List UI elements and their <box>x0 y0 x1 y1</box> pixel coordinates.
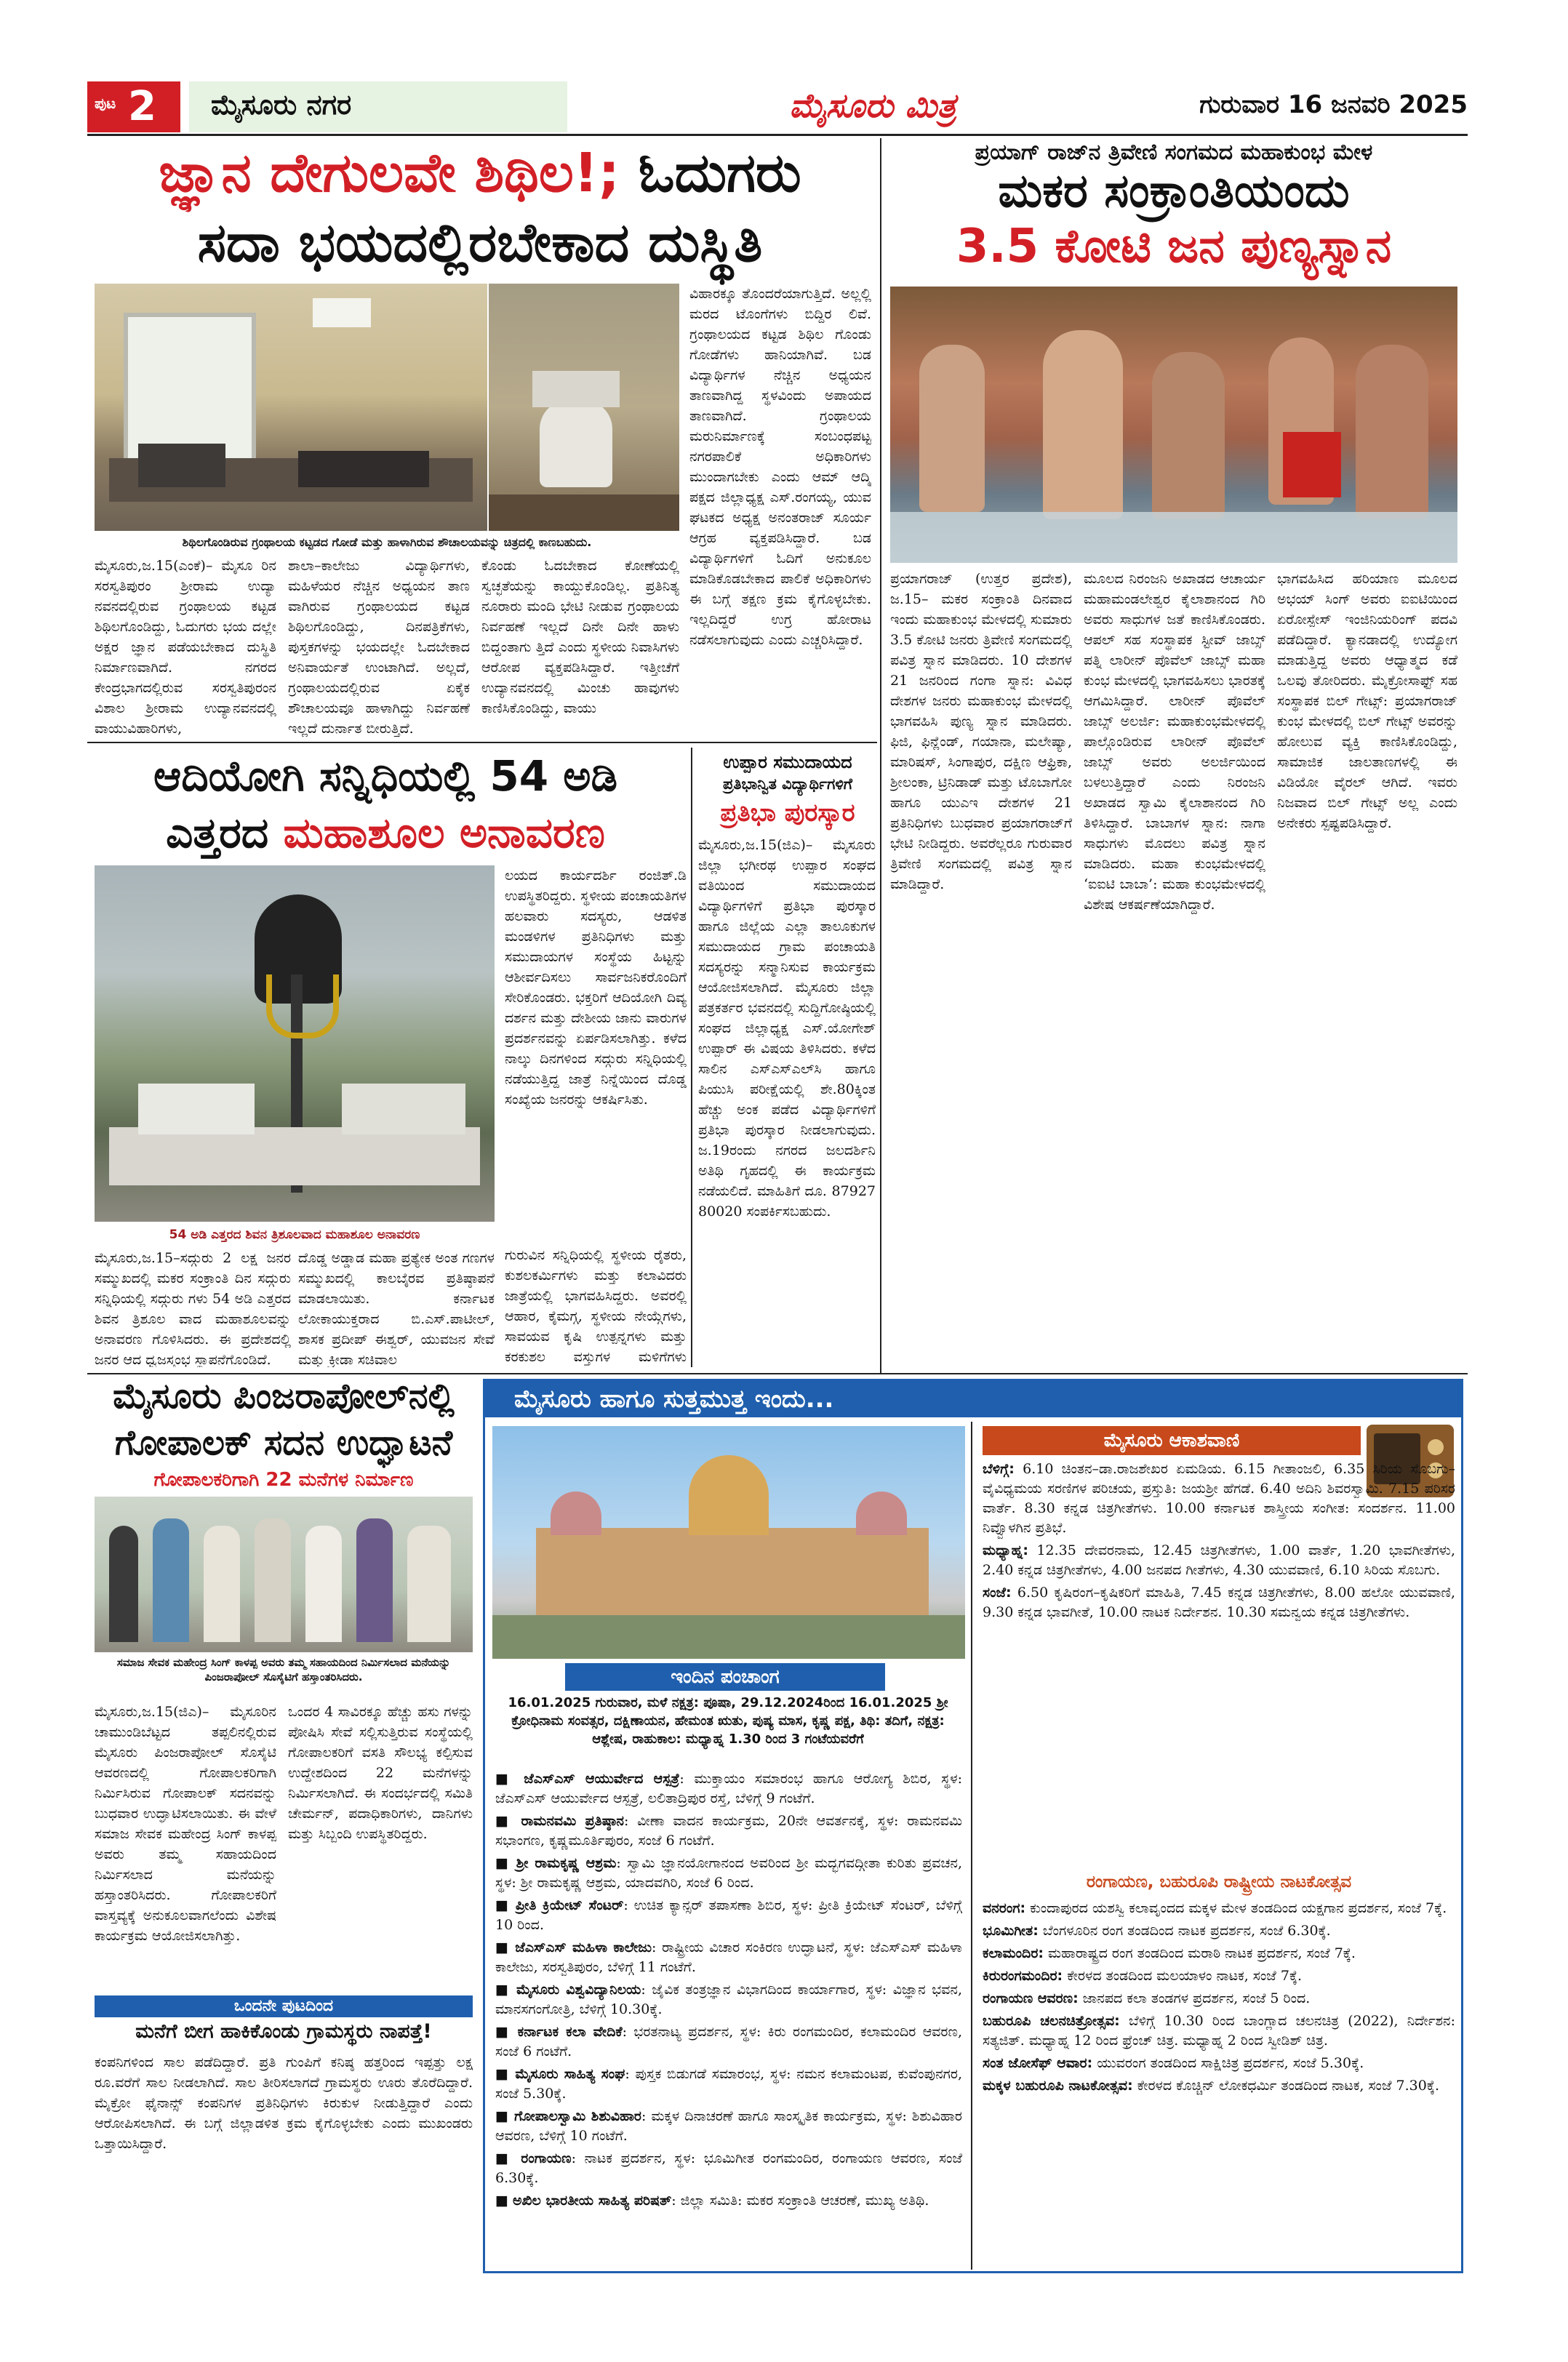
rangayana-heading: ರಂಗಾಯಣ, ಬಹುರೂಪಿ ರಾಷ್ಟ್ರೀಯ ನಾಟಕೋತ್ಸವ <box>1086 1873 1352 1891</box>
story3-col-left1: ಮೈಸೂರು,ಜ.15–ಸದ್ಗುರು 2 ಲಕ್ಷ ಜನರ ಸಮ್ಮುಖದಲ್ಲಿ ಮಕರ ಸಂಕ್ರಾಂತಿ ದಿನ ಸದ್ಗುರು ಸನ್ನಿಧಿಯಲ್ಲಿ ಸದ್ಗುರು ಗಳು 54 ಅಡಿ ಎತ್ತರದ ಶಿವನ ತ್ರಿಶೂಲ ವಾದ ಮಹಾಶೂಲವನ್ನು ಅನಾವರಣ ಗೊಳಿಸಿದರು. ಈ ಪ್ರದೇಶದಲ್ಲಿ ಜನರ ಆದ ಧ್ವಜಸ್ತಂಭ ಸ್ಥಾಪನೆಗೊಂಡಿದೆ. <box>95 1250 291 1367</box>
story4-headline: ಪ್ರತಿಭಾ ಪುರಸ್ಕಾರ <box>720 798 855 828</box>
event-item: ■ ಜೆಎಸ್ಎಸ್ ಮಹಿಳಾ ಕಾಲೇಜು: ರಾಷ್ಟ್ರೀಯ ವಿಚಾರ ಸಂಕಿರಣ ಉದ್ಘಾಟನೆ, ಸ್ಥಳ: ಜೆಎಸ್ಎಸ್ ಮಹಿಳಾ ಕಾಲೇಜು, ಸರಸ್ವತಿಪುರಂ, ಬೆಳಿಗ್ಗೆ 11 ಗಂಟೆಗೆ. <box>495 1939 962 1975</box>
event-text: ನಾಟಕ ಪ್ರದರ್ಶನ, ಸ್ಥಳ: ಭೂಮಿಗೀತ ರಂಗಮಂದಿರ, ರಂಗಾಯಣ ಆವರಣ, ಸಂಜೆ 6.30ಕ್ಕೆ. <box>495 2150 962 2186</box>
story4-kicker2: ಪ್ರತಿಭಾನ್ವಿತ ವಿದ್ಯಾರ್ಥಿಗಳಿಗೆ <box>722 775 853 793</box>
page-header <box>87 81 1468 134</box>
story1-headline-black: ಓದುಗರು <box>638 142 801 204</box>
event-item: ■ ಶ್ರೀ ರಾಮಕೃಷ್ಣ ಆಶ್ರಮ: ಸ್ವಾಮಿ ಜ್ಞಾನಯೋಗಾನಂದ ಅವರಿಂದ ಶ್ರೀ ಮದ್ಭಗವದ್ಗೀತಾ ಕುರಿತು ಪ್ರವಚನ, ಸ್ಥಳ: ಶ್ರೀ ರಾಮಕೃಷ್ಣ ಆಶ್ರಮ, ಯಾದವಗಿರಿ, ಸಂಜೆ 6 ರಿಂದ. <box>495 1855 962 1891</box>
event-item: ■ ಮೈಸೂರು ಸಾಹಿತ್ಯ ಸಂಘ: ಪುಸ್ತಕ ಬಿಡುಗಡೆ ಸಮಾರಂಭ, ಸ್ಥಳ: ನಮನ ಕಲಾಮಂಟಪ, ಕುವೆಂಪುನಗರ, ಸಂಜೆ 5.30ಕ್ಕೆ. <box>495 2066 962 2102</box>
event-title: ರಾಮನವಮಿ ಪ್ರತಿಷ್ಠಾನ <box>521 1813 624 1829</box>
events-photo-palace <box>492 1426 965 1659</box>
events-heading: ಮೈಸೂರು ಹಾಗೂ ಸುತ್ತಮುತ್ತ ಇಂದು... <box>485 1381 1461 1417</box>
rangayana-item <box>983 2011 1455 2051</box>
story5-col2: ಒಂದರ 4 ಸಾವಿರಕ್ಕೂ ಹೆಚ್ಚು ಹಸು ಗಳನ್ನು ಪೋಷಿಸಿ ಸೇವೆ ಸಲ್ಲಿಸುತ್ತಿರುವ ಸಂಸ್ಥೆಯಲ್ಲಿ ಗೋಪಾಲಕರಿಗೆ ವಸತಿ ಸೌಲಭ್ಯ ಕಲ್ಪಿಸುವ ಉದ್ದೇಶದಿಂದ 22 ಮನೆಗಳನ್ನು ನಿರ್ಮಿಸಲಾಗಿದೆ. ಈ ಸಂದರ್ಭದಲ್ಲಿ ಸಮಿತಿ ಚೇರ್ಮನ್, ಪದಾಧಿಕಾರಿಗಳು, ದಾನಿಗಳು ಮತ್ತು ಸಿಬ್ಬಂದಿ ಉಪಸ್ಥಿತರಿದ್ದರು. <box>288 1704 473 1842</box>
radio-item-text: 12.35 ದೇವರನಾಮ, 12.45 ಚಿತ್ರಗೀತೆಗಳು, 1.00 ವಾರ್ತೆ, 1.20 ಭಾವಗೀತೆಗಳು, 2.40 ಕನ್ನಡ ಚಿತ್ರಗೀತೆಗಳು, 4.00 ಜನಪದ ಗೀತೆಗಳು, 4.30 ಯುವವಾಣಿ, 6.10 ಸಿರಿಯ ಸೊಬಗು. <box>983 1542 1455 1578</box>
event-item: ■ ಜೆಎಸ್ಎಸ್ ಆಯುರ್ವೇದ ಆಸ್ಪತ್ರೆ: ಮುಕ್ತಾಯಂ ಸಮಾರಂಭ ಹಾಗೂ ಆರೋಗ್ಯ ಶಿಬಿರ, ಸ್ಥಳ: ಜೆಎಸ್ಎಸ್ ಆಯುರ್ವೇದ ಆಸ್ಪತ್ರೆ, ಲಲಿತಾದ್ರಿಪುರ ರಸ್ತೆ, ಬೆಳಿಗ್ಗೆ 9 ಗಂಟೆಗೆ. <box>495 1771 962 1806</box>
radio-item-title: ಬೆಳಿಗ್ಗೆ: <box>983 1461 1015 1477</box>
story1-photo-toilet <box>489 284 679 531</box>
panchang-text: 16.01.2025 ಗುರುವಾರ, ಮಳೆ ನಕ್ಷತ್ರ: ಪೂಷಾ, 29.12.2024ರಿಂದ 16.01.2025 ಶ್ರೀ ಕ್ರೋಧಿನಾಮ ಸಂವತ್ಸರ, ದಕ್ಷಿಣಾಯನ, ಹೇಮಂತ ಋತು, ಪುಷ್ಯ ಮಾಸ, ಕೃಷ್ಣ ಪಕ್ಷ, ತಿಥಿ: ತದಿಗೆ, ನಕ್ಷತ್ರ: ಆಶ್ಲೇಷ, ರಾಹುಕಾಲ: ಮಧ್ಯಾಹ್ನ 1.30 ರಿಂದ 3 ಗಂಟೆಯವರೆಗೆ <box>508 1695 948 1747</box>
story3-col-right2: ಗುರುವಿನ ಸನ್ನಿಧಿಯಲ್ಲಿ ಸ್ಥಳೀಯ ರೈತರು, ಕುಶಲಕರ್ಮಿಗಳು ಮತ್ತು ಕಲಾವಿದರು ಜಾತ್ರೆಯಲ್ಲಿ ಭಾಗವಹಿಸಿದ್ದರು. ಅವರಲ್ಲಿ ಆಹಾರ, ಕೈಮಗ್ಗ, ಸ್ಥಳೀಯ ನೇಯ್ಗೆಗಳು, ಸಾವಯವ ಕೃಷಿ ಉತ್ಪನ್ನಗಳು ಮತ್ತು ಕರಕುಶಲ ವಸ್ತುಗಳ ಮಳಿಗೆಗಳು <box>505 1247 687 1365</box>
rangayana-item-title: ಕಿರುರಂಗಮಂದಿರ: <box>983 1968 1063 1984</box>
event-text: ಉಚಿತ ಕ್ಯಾನ್ಸರ್ ತಪಾಸಣಾ ಶಿಬಿರ, ಸ್ಥಳ: ಪ್ರೀತಿ ಕ್ರಿಯೇಟ್ ಸೆಂಟರ್, ಬೆಳಿಗ್ಗೆ 10 ರಿಂದ. <box>495 1897 962 1933</box>
section-bar <box>189 81 567 132</box>
story3-caption: 54 ಅಡಿ ಎತ್ತರದ ಶಿವನ ತ್ರಿಶೂಲವಾದ ಮಹಾಶೂಲ ಅನಾವರಣ <box>95 1225 495 1245</box>
radio-item-text: 6.10 ಚಿಂತನ–ಡಾ.ರಾಜಶೇಖರ ಏಮಡಿಯ. 6.15 ಗೀತಾಂಜಲಿ, 6.35 ಸಿರಿಯ ಸೊಬಗು–ವೈವಿಧ್ಯಮಯ ಸರಣಿಗಳ ಪರಿಚಯ, ಪ್ರಸ್ತುತಿ: ಜಯಶ್ರೀ ಹೆಗಡೆ. 6.40 ಅದಿನಿ ಶಿವರಸ್ವಾಮಿ. 7.15 ಪರಿಸರ ವಾರ್ತೆ. 8.30 ಕನ್ನಡ ಚಿತ್ರಗೀತೆಗಳು. 10.00 ಕರ್ನಾಟಕ ಶಾಸ್ತ್ರೀಯ ಸಂಗೀತ: ಸಂದರ್ಶನ. 11.00 ನಿವ್ವೊಳಗಿನ ಪ್ರತಿಭೆ. <box>983 1461 1455 1536</box>
rangayana-list <box>983 1899 1455 2270</box>
events-inner-divider <box>971 1422 972 2270</box>
story4-text: ಮೈಸೂರು,ಜ.15(ಜಿಎ)– ಮೈಸೂರು ಜಿಲ್ಲಾ ಭಗೀರಥ ಉಪ್ಪಾರ ಸಂಘದ ವತಿಯಿಂದ ಸಮುದಾಯದ ವಿದ್ಯಾರ್ಥಿಗಳಿಗೆ ಪ್ರತಿಭಾ ಪುರಸ್ಕಾರ ಹಾಗೂ ಜಿಲ್ಲೆಯ ಎಲ್ಲಾ ತಾಲೂಕುಗಳ ಸಮುದಾಯದ ಗ್ರಾಮ ಪಂಚಾಯತಿ ಸದಸ್ಯರನ್ನು ಸನ್ಮಾನಿಸುವ ಕಾರ್ಯಕ್ರಮ ಆಯೋಜಿಸಲಾಗಿದೆ. ಮೈಸೂರು ಜಿಲ್ಲಾ ಪತ್ರಕರ್ತರ ಭವನದಲ್ಲಿ ಸುದ್ದಿಗೋಷ್ಠಿಯಲ್ಲಿ ಸಂಘದ ಜಿಲ್ಲಾಧ್ಯಕ್ಷ ಎಸ್.ಯೋಗೇಶ್ ಉಪ್ಪಾರ್ ಈ ವಿಷಯ ತಿಳಿಸಿದರು. ಕಳೆದ ಸಾಲಿನ ಎಸ್ಎಸ್ಎಲ್‌ಸಿ ಹಾಗೂ ಪಿಯುಸಿ ಪರೀಕ್ಷೆಯಲ್ಲಿ ಶೇ.80ಕ್ಕಿಂತ ಹೆಚ್ಚು ಅಂಕ ಪಡೆದ ವಿದ್ಯಾರ್ಥಿಗಳಿಗೆ ಪ್ರತಿಭಾ ಪುರಸ್ಕಾರ ನೀಡಲಾಗುವುದು. ಜ.19ರಂದು ನಗರದ ಜಲದರ್ಶಿನಿ ಅತಿಥಿ ಗೃಹದಲ್ಲಿ ಈ ಕಾರ್ಯಕ್ರಮ ನಡೆಯಲಿದೆ. ಮಾಹಿತಿಗೆ ದೂ. 87927 80020 ಸಂಪರ್ಕಿಸಬಹುದು. <box>698 837 876 1220</box>
radio-list <box>983 1460 1455 1867</box>
masthead: ಮೈಸೂರು ಮಿತ್ರ <box>789 86 956 125</box>
rangayana-item <box>983 1944 1455 1963</box>
event-title: ಕರ್ನಾಟಕ ಕಲಾ ವೇದಿಕೆ <box>517 2024 623 2040</box>
event-title: ಮೈಸೂರು ವಿಶ್ವವಿದ್ಯಾನಿಲಯ <box>516 1982 641 1998</box>
page-number: 2 <box>128 83 156 130</box>
story4-left-rule <box>691 748 692 1367</box>
event-text: ಭರತನಾಟ್ಯ ಪ್ರದರ್ಶನ, ಸ್ಥಳ: ಕಿರು ರಂಗಮಂದಿರ, ಕಲಾಮಂದಿರ ಆವರಣ, ಸಂಜೆ 6 ಗಂಟೆಗೆ. <box>495 2024 962 2059</box>
story5-photo-group <box>95 1497 473 1652</box>
story2-kicker: ಪ್ರಯಾಗ್ ರಾಜ್‌ನ ತ್ರಿವೇಣಿ ಸಂಗಮದ ಮಹಾಕುಂಭ ಮೇಳ <box>975 140 1373 165</box>
story1-headline-line2: ಸದಾ ಭಯದಲ್ಲಿರಬೇಕಾದ ದುಸ್ಥಿತಿ <box>197 212 763 274</box>
story1-col1: ಮೈಸೂರು,ಜ.15(ಎಂಕೆ)– ಮೈಸೂ ರಿನ ಸರಸ್ವತಿಪುರಂ ಶ್ರೀರಾಮ ಉದ್ಯಾ ನವನದಲ್ಲಿರುವ ಗ್ರಂಥಾಲಯ ಕಟ್ಟಡ ಶಿಥಿಲಗೊಂಡಿದ್ದು, ಓದುಗರು ಭಯ ದಲ್ಲೇ ಅಕ್ಷರ ಜ್ಞಾನ ಪಡೆಯಬೇಕಾದ ದುಸ್ಥಿತಿ ನಿರ್ಮಾಣವಾಗಿದೆ. ನಗರದ ಕೇಂದ್ರಭಾಗದಲ್ಲಿರುವ ಸರಸ್ವತಿಪುರಂನ ವಿಶಾಲ ಶ್ರೀರಾಮ ಉದ್ಯಾನವನದಲ್ಲಿ ವಾಯುವಿಹಾರಿಗಳು, <box>95 558 276 737</box>
event-item: ■ ಕರ್ನಾಟಕ ಕಲಾ ವೇದಿಕೆ: ಭರತನಾಟ್ಯ ಪ್ರದರ್ಶನ, ಸ್ಥಳ: ಕಿರು ರಂಗಮಂದಿರ, ಕಲಾಮಂದಿರ ಆವರಣ, ಸಂಜೆ 6 ಗಂಟೆಗೆ. <box>495 2024 962 2059</box>
mid-horizontal-rule <box>87 1373 1468 1374</box>
story6-text: ಕಂಪನಿಗಳಿಂದ ಸಾಲ ಪಡೆದಿದ್ದಾರೆ. ಪ್ರತಿ ಗುಂಪಿಗೆ ಕನಿಷ್ಠ ಹತ್ತರಿಂದ ಇಪ್ಪತ್ತು ಲಕ್ಷ ರೂ.ವರೆಗೆ ಸಾಲ ನೀಡಲಾಗಿದೆ. ಸಾಲ ತೀರಿಸಲಾಗದೆ ಗ್ರಾಮಸ್ಥರು ಊರು ತೊರೆದಿದ್ದಾರೆ. ಮೈಕ್ರೋ ಫೈನಾನ್ಸ್ ಕಂಪನಿಗಳ ಪ್ರತಿನಿಧಿಗಳು ಕಿರುಕುಳ ನೀಡುತ್ತಿದ್ದಾರೆ ಎಂದು ಆರೋಪಿಸಲಾಗಿದೆ. ಈ ಬಗ್ಗೆ ಜಿಲ್ಲಾಡಳಿತ ಕ್ರಮ ಕೈಗೊಳ್ಳಬೇಕು ಎಂದು ಮುಖಂಡರು ಒತ್ತಾಯಿಸಿದ್ದಾರೆ. <box>95 2054 473 2152</box>
story3-headline-line1: ಆದಿಯೋಗಿ ಸನ್ನಿಧಿಯಲ್ಲಿ 54 ಅಡಿ <box>153 751 618 801</box>
story1-col2: ಶಾಲಾ–ಕಾಲೇಜು ವಿದ್ಯಾರ್ಥಿಗಳು, ಮಹಿಳೆಯರ ನೆಚ್ಚಿನ ಅಧ್ಯಯನ ತಾಣ ವಾಗಿರುವ ಗ್ರಂಥಾಲಯದ ಕಟ್ಟಡ ಶಿಥಿಲಗೊಂಡಿದ್ದು, ದಿನಪತ್ರಿಕೆಗಳು, ಪುಸ್ತಕಗಳನ್ನು ಭಯದಲ್ಲೇ ಓದಬೇಕಾದ ಅನಿವಾರ್ಯತೆ ಉಂಟಾಗಿದೆ. ಅಲ್ಲದೆ, ಗ್ರಂಥಾಲಯದಲ್ಲಿರುವ ಏಕೈಕ ಶೌಚಾಲಯವೂ ಹಾಳಾಗಿದ್ದು ನಿರ್ವಹಣೆ ಇಲ್ಲದೆ ದುರ್ನಾತ ಬೀರುತ್ತಿದೆ. <box>288 558 470 737</box>
event-title: ಜೆಎಸ್ಎಸ್ ಮಹಿಳಾ ಕಾಲೇಜು <box>515 1939 652 1955</box>
panchang-heading: ಇಂದಿನ ಪಂಚಾಂಗ <box>565 1663 885 1691</box>
header-rule <box>87 134 1468 136</box>
story2-col3: ಭಾಗವಹಿಸಿದ ಹರಿಯಾಣ ಮೂಲದ ಅಭಯ್ ಸಿಂಗ್ ಅವರು ಐಐಟಿಯಿಂದ ಏರೋಸ್ಪೇಸ್ ಇಂಜಿನಿಯರಿಂಗ್ ಪದವಿ ಪಡೆದಿದ್ದಾರೆ. ಕ್ಯಾನಡಾದಲ್ಲಿ ಉದ್ಯೋಗ ಮಾಡುತ್ತಿದ್ದ ಅವರು ಆಧ್ಯಾತ್ಮದ ಕಡೆ ಒಲವು ತೋರಿದರು. ಮೈಕ್ರೋಸಾಫ್ಟ್ ಸಹ ಸಂಸ್ಥಾಪಕ ಬಿಲ್ ಗೇಟ್ಸ್: ಪ್ರಯಾಗರಾಜ್ ಕುಂಭ ಮೇಳದಲ್ಲಿ ಬಿಲ್ ಗೇಟ್ಸ್ ಅವರನ್ನು ಹೋಲುವ ವ್ಯಕ್ತಿ ಕಾಣಿಸಿಕೊಂಡಿದ್ದು, ಸಾಮಾಜಿಕ ಜಾಲತಾಣಗಳಲ್ಲಿ ಈ ವಿಡಿಯೋ ವೈರಲ್ ಆಗಿದೆ. ಇವರು ನಿಜವಾದ ಬಿಲ್ ಗೇಟ್ಸ್ ಅಲ್ಲ ಎಂದು ಅನೇಕರು ಸ್ಪಷ್ಟಪಡಿಸಿದ್ದಾರೆ. <box>1277 571 1457 831</box>
rangayana-item <box>983 2054 1455 2073</box>
event-text: ವೀಣಾ ವಾದನ ಕಾರ್ಯಕ್ರಮ, 20ನೇ ಆವರ್ತನಕ್ಕೆ, ಸ್ಥಳ: ರಾಮನವಮಿ ಸಭಾಂಗಣ, ಕೃಷ್ಣಮೂರ್ತಿಪುರಂ, ಸಂಜೆ 6 ಗಂಟೆಗೆ. <box>495 1813 962 1849</box>
radio-item-title: ಮಧ್ಯಾಹ್ನ: <box>983 1542 1029 1558</box>
story1-col4: ವಿಹಾರಕ್ಕೂ ತೊಂದರೆಯಾಗುತ್ತಿದೆ. ಅಲ್ಲಲ್ಲಿ ಮರದ ಟೊಂಗೆಗಳು ಬಿದ್ದಿರ ಲಿವೆ. ಗ್ರಂಥಾಲಯದ ಕಟ್ಟಡ ಶಿಥಿಲ ಗೊಂಡು ಗೋಡೆಗಳು ಹಾನಿಯಾಗಿವೆ. ಬಡ ವಿದ್ಯಾರ್ಥಿಗಳ ನೆಚ್ಚಿನ ಅಧ್ಯಯನ ತಾಣವಾಗಿದ್ದ ಸ್ಥಳವಿಂದು ಅಪಾಯದ ತಾಣವಾಗಿದೆ. ಗ್ರಂಥಾಲಯ ಮರುನಿರ್ಮಾಣಕ್ಕೆ ಸಂಬಂಧಪಟ್ಟ ನಗರಪಾಲಿಕೆ ಅಧಿಕಾರಿಗಳು ಮುಂದಾಗಬೇಕು ಎಂದು ಆಮ್ ಆದ್ಮಿ ಪಕ್ಷದ ಜಿಲ್ಲಾಧ್ಯಕ್ಷ ಎಸ್.ರಂಗಯ್ಯ, ಯುವ ಘಟಕದ ಅಧ್ಯಕ್ಷ ಅನಂತರಾಜ್ ಸೂರ್ಯ ಆಗ್ರಹ ವ್ಯಕ್ತಪಡಿಸಿದ್ದಾರೆ. ಬಡ ವಿದ್ಯಾರ್ಥಿಗಳಿಗೆ ಓದಿಗೆ ಅನುಕೂಲ ಮಾಡಿಕೊಡಬೇಕಾದ ಪಾಲಿಕೆ ಅಧಿಕಾರಿಗಳು ಈ ಬಗ್ಗೆ ತಕ್ಷಣ ಕ್ರಮ ಕೈಗೊಳ್ಳಬೇಕು. ಇಲ್ಲದಿದ್ದರೆ ಉಗ್ರ ಹೋರಾಟ ನಡೆಸಲಾಗುವುದು ಎಂದು ಎಚ್ಚರಿಸಿದ್ದಾರೆ. <box>689 286 871 648</box>
rangayana-item-text: ಬೆಂಗಳೂರಿನ ರಂಗ ತಂಡದಿಂದ ನಾಟಕ ಪ್ರದರ್ಶನ, ಸಂಜೆ 6.30ಕ್ಕೆ. <box>1042 1923 1331 1939</box>
radio-heading: ಮೈಸೂರು ಆಕಾಶವಾಣಿ <box>983 1426 1361 1455</box>
story3-headline-red: ಮಹಾಶೂಲ ಅನಾವರಣ <box>283 808 605 857</box>
rangayana-item-text: ಬೆಳಿಗ್ಗೆ 10.30 ರಿಂದ ಬಾಂಗ್ಲಾದ ಚಲನಚಿತ್ರ (2022), ನಿರ್ದೇಶನ: ಸತ್ಯಜಿತ್. ಮಧ್ಯಾಹ್ನ 12 ರಿಂದ ಫ್ರೆಂಚ್ ಚಿತ್ರ. ಮಧ್ಯಾಹ್ನ 2 ರಿಂದ ಸ್ವೀಡಿಶ್ ಚಿತ್ರ. <box>983 2013 1455 2049</box>
story2-col2: ಮೂಲದ ನಿರಂಜನಿ ಅಖಾಡದ ಆಚಾರ್ಯ ಮಹಾಮಂಡಲೇಶ್ವರ ಕೈಲಾಶಾನಂದ ಗಿರಿ ಅವರು ಸಾಧುಗಳ ಜತೆ ಕಾಣಿಸಿಕೊಂಡರು. ಆಪಲ್ ಸಹ ಸಂಸ್ಥಾಪಕ ಸ್ಟೀವ್ ಜಾಬ್ಸ್ ಪತ್ನಿ ಲಾರೀನ್ ಪೊವೆಲ್ ಜಾಬ್ಸ್ ಮಹಾ ಕುಂಭ ಮೇಳದಲ್ಲಿ ಭಾಗವಹಿಸಲು ಭಾರತಕ್ಕೆ ಆಗಮಿಸಿದ್ದಾರೆ. ಲಾರೀನ್ ಪೊವೆಲ್ ಜಾಬ್ಸ್ ಅಲರ್ಜಿ: ಮಹಾಕುಂಭಮೇಳದಲ್ಲಿ ಪಾಲ್ಗೊಂಡಿರುವ ಲಾರೀನ್ ಪೊವೆಲ್ ಜಾಬ್ಸ್ ಅವರು ಅಲರ್ಜಿಯಿಂದ ಬಳಲುತ್ತಿದ್ದಾರೆ ಎಂದು ನಿರಂಜನಿ ಅಖಾಡದ ಸ್ವಾಮಿ ಕೈಲಾಶಾನಂದ ಗಿರಿ ತಿಳಿಸಿದ್ದಾರೆ. ಬಾಬಾಗಳ ಸ್ನಾನ: ನಾಗಾ ಸಾಧುಗಳು ಮೊದಲು ಪವಿತ್ರ ಸ್ನಾನ ಮಾಡಿದರು. ಮಹಾ ಕುಂಭಮೇಳದಲ್ಲಿ ‘ಐಐಟಿ ಬಾಬಾ’: ಮಹಾ ಕುಂಭಮೇಳದಲ್ಲಿ ವಿಶೇಷ ಆಕರ್ಷಣೆಯಾಗಿದ್ದಾರೆ. <box>1084 571 1265 913</box>
event-title: ಶ್ರೀ ರಾಮಕೃಷ್ಣ ಆಶ್ರಮ <box>516 1855 617 1871</box>
event-item: ■ ಗೋಪಾಲಸ್ವಾಮಿ ಶಿಶುವಿಹಾರ: ಮಕ್ಕಳ ದಿನಾಚರಣೆ ಹಾಗೂ ಸಾಂಸ್ಕೃತಿಕ ಕಾರ್ಯಕ್ರಮ, ಸ್ಥಳ: ಶಿಶುವಿಹಾರ ಆವರಣ, ಬೆಳಿಗ್ಗೆ 10 ಗಂಟೆಗೆ. <box>495 2108 962 2144</box>
rangayana-item-text: ಕೇರಳದ ತಂಡದಿಂದ ಮಲಯಾಳಂ ನಾಟಕ, ಸಂಜೆ 7ಕ್ಕೆ. <box>1067 1968 1303 1984</box>
events-list <box>495 1769 962 2271</box>
story1-caption: ಶಿಥಿಲಗೊಂಡಿರುವ ಗ್ರಂಥಾಲಯ ಕಟ್ಟಡದ ಗೋಡೆ ಮತ್ತು ಹಾಳಾಗಿರುವ ಶೌಚಾಲಯವನ್ನು ಚಿತ್ರದಲ್ಲಿ ಕಾಣಬಹುದು. <box>182 535 592 549</box>
story1-photo-room <box>95 284 487 531</box>
story3-headline-black: ಎತ್ತರದ <box>166 808 269 857</box>
radio-item <box>983 1541 1455 1580</box>
rangayana-item-title: ಮಕ್ಕಳ ಬಹುರೂಪಿ ನಾಟಕೋತ್ಸವ: <box>983 2078 1133 2094</box>
story4-kicker1: ಉಪ್ಪಾರ ಸಮುದಾಯದ <box>723 752 852 772</box>
rangayana-item <box>983 1966 1455 1986</box>
event-item: ■ ಮೈಸೂರು ವಿಶ್ವವಿದ್ಯಾನಿಲಯ: ಜೈವಿಕ ತಂತ್ರಜ್ಞಾನ ವಿಭಾಗದಿಂದ ಕಾರ್ಯಾಗಾರ, ಸ್ಥಳ: ವಿಜ್ಞಾನ ಭವನ, ಮಾನಸಗಂಗೋತ್ರಿ, ಬೆಳಿಗ್ಗೆ 10.30ಕ್ಕೆ. <box>495 1982 962 2017</box>
event-text: ರಾಷ್ಟ್ರೀಯ ವಿಚಾರ ಸಂಕಿರಣ ಉದ್ಘಾಟನೆ, ಸ್ಥಳ: ಜೆಎಸ್ಎಸ್ ಮಹಿಳಾ ಕಾಲೇಜು, ಸರಸ್ವತಿಪುರಂ, ಬೆಳಿಗ್ಗೆ 11 ಗಂಟೆಗೆ. <box>495 1939 962 1975</box>
event-item: ■ ರಂಗಾಯಣ: ನಾಟಕ ಪ್ರದರ್ಶನ, ಸ್ಥಳ: ಭೂಮಿಗೀತ ರಂಗಮಂದಿರ, ರಂಗಾಯಣ ಆವರಣ, ಸಂಜೆ 6.30ಕ್ಕೆ. <box>495 2150 962 2186</box>
radio-item-text: 6.50 ಕೃಷಿರಂಗ–ಕೃಷಿಕರಿಗೆ ಮಾಹಿತಿ, 7.45 ಕನ್ನಡ ಚಿತ್ರಗೀತೆಗಳು, 8.00 ಹಲೋ ಯುವವಾಣಿ, 9.30 ಕನ್ನಡ ಭಾವಗೀತೆ, 10.00 ನಾಟಕ ನಿರ್ದೇಶನ. 10.30 ಸಮನ್ವಯ ಕನ್ನಡ ಚಿತ್ರಗೀತೆಗಳು. <box>983 1585 1455 1620</box>
rangayana-item-title: ಕಲಾಮಂದಿರ: <box>983 1945 1044 1961</box>
story6-headline: ಮನೆಗೆ ಬೀಗ ಹಾಕಿಕೊಂಡು ಗ್ರಾಮಸ್ಥರು ನಾಪತ್ತೆ! <box>135 2020 432 2043</box>
radio-item <box>983 1460 1455 1538</box>
event-title: ಜೆಎಸ್ಎಸ್ ಆಯುರ್ವೇದ ಆಸ್ಪತ್ರೆ <box>524 1771 680 1787</box>
event-item: ■ ರಾಮನವಮಿ ಪ್ರತಿಷ್ಠಾನ: ವೀಣಾ ವಾದನ ಕಾರ್ಯಕ್ರಮ, 20ನೇ ಆವರ್ತನಕ್ಕೆ, ಸ್ಥಳ: ರಾಮನವಮಿ ಸಭಾಂಗಣ, ಕೃಷ್ಣಮೂರ್ತಿಪುರಂ, ಸಂಜೆ 6 ಗಂಟೆಗೆ. <box>495 1813 962 1849</box>
event-title: ಗೋಪಾಲಸ್ವಾಮಿ ಶಿಶುವಿಹಾರ <box>514 2108 641 2124</box>
rangayana-item-title: ಸಂತ ಜೋಸೆಫ್ ಆವಾರ: <box>983 2055 1093 2071</box>
rangayana-item-title: ವನರಂಗ: <box>983 1900 1026 1916</box>
event-title: ಪ್ರೀತಿ ಕ್ರಿಯೇಟ್ ಸೆಂಟರ್ <box>515 1897 624 1913</box>
story5-headline1: ಮೈಸೂರು ಪಿಂಜರಾಪೋಲ್‌ನಲ್ಲಿ <box>113 1376 455 1417</box>
story2-col1: ಪ್ರಯಾಗರಾಜ್ (ಉತ್ತರ ಪ್ರದೇಶ), ಜ.15– ಮಕರ ಸಂಕ್ರಾಂತಿ ದಿನವಾದ ಇಂದು ಮಹಾಕುಂಭ ಮೇಳದಲ್ಲಿ ಸುಮಾರು 3.5 ಕೋಟಿ ಜನರು ತ್ರಿವೇಣಿ ಸಂಗಮದಲ್ಲಿ ಪವಿತ್ರ ಸ್ನಾನ ಮಾಡಿದರು. 10 ದೇಶಗಳ 21 ಜನರಿಂದ ಗಂಗಾ ಸ್ನಾನ: ವಿವಿಧ ದೇಶಗಳ ಜನರು ಮಹಾಕುಂಭ ಮೇಳದಲ್ಲಿ ಭಾಗವಹಿಸಿ ಪುಣ್ಯ ಸ್ನಾನ ಮಾಡಿದರು. ಫಿಜಿ, ಫಿನ್ಲೆಂಡ್, ಗಯಾನಾ, ಮಲೇಷ್ಯಾ, ಮಾರಿಷಸ್, ಸಿಂಗಾಪುರ, ದಕ್ಷಿಣ ಆಫ್ರಿಕಾ, ಶ್ರೀಲಂಕಾ, ಟ್ರಿನಿಡಾಡ್ ಮತ್ತು ಟೊಬಾಗೋ ಹಾಗೂ ಯುಎಇ ದೇಶಗಳ 21 ಪ್ರತಿನಿಧಿಗಳು ಬುಧವಾರ ಪ್ರಯಾಗರಾಜ್‌ಗೆ ಭೇಟಿ ನೀಡಿದ್ದರು. ಅವರೆಲ್ಲರೂ ಗುರುವಾರ ತ್ರಿವೇಣಿ ಸಂಗಮದಲ್ಲಿ ಪವಿತ್ರ ಸ್ನಾನ ಮಾಡಿದ್ದಾರೆ. <box>890 571 1072 892</box>
event-text: ಮುಕ್ತಾಯಂ ಸಮಾರಂಭ ಹಾಗೂ ಆರೋಗ್ಯ ಶಿಬಿರ, ಸ್ಥಳ: ಜೆಎಸ್ಎಸ್ ಆಯುರ್ವೇದ ಆಸ್ಪತ್ರೆ, ಲಲಿತಾದ್ರಿಪುರ ರಸ್ತೆ, ಬೆಳಿಗ್ಗೆ 9 ಗಂಟೆಗೆ. <box>495 1771 962 1806</box>
event-text: ಸ್ವಾಮಿ ಜ್ಞಾನಯೋಗಾನಂದ ಅವರಿಂದ ಶ್ರೀ ಮದ್ಭಗವದ್ಗೀತಾ ಕುರಿತು ಪ್ರವಚನ, ಸ್ಥಳ: ಶ್ರೀ ರಾಮಕೃಷ್ಣ ಆಶ್ರಮ, ಯಾದವಗಿರಿ, ಸಂಜೆ 6 ರಿಂದ. <box>495 1855 962 1891</box>
event-item: ■ ಅಖಿಲ ಭಾರತೀಯ ಸಾಹಿತ್ಯ ಪರಿಷತ್: ಜಿಲ್ಲಾ ಸಮಿತಿ: ಮಕರ ಸಂಕ್ರಾಂತಿ ಆಚರಣೆ, ಮುಖ್ಯ ಅತಿಥಿ. <box>495 2193 929 2209</box>
rangayana-item <box>983 1989 1455 2009</box>
story5-col1: ಮೈಸೂರು,ಜ.15(ಜಿಎ)– ಮೈಸೂರಿನ ಚಾಮುಂಡಿಬೆಟ್ಟದ ತಪ್ಪಲಿನಲ್ಲಿರುವ ಮೈಸೂರು ಪಿಂಜರಾಪೋಲ್ ಸೊಸೈಟಿ ಆವರಣದಲ್ಲಿ ಗೋಪಾಲಕರಿಗಾಗಿ ನಿರ್ಮಿಸಿರುವ ಗೋಪಾಲಕ್ ಸದನವನ್ನು ಬುಧವಾರ ಉದ್ಘಾಟಿಸಲಾಯಿತು. ಈ ವೇಳೆ ಸಮಾಜ ಸೇವಕ ಮಹೇಂದ್ರ ಸಿಂಗ್ ಕಾಳಪ್ಪ ಅವರು ತಮ್ಮ ಸಹಾಯದಿಂದ ನಿರ್ಮಿಸಲಾದ ಮನೆಯನ್ನು ಹಸ್ತಾಂತರಿಸಿದರು. ಗೋಪಾಲಕರಿಗೆ ವಾಸ್ತವ್ಯಕ್ಕೆ ಅನುಕೂಲವಾಗಲೆಂದು ವಿಶೇಷ ಕಾರ್ಯಕ್ರಮ ಆಯೋಜಿಸಲಾಗಿತ್ತು. <box>95 1704 276 1944</box>
story3-photo-adiyogi <box>95 865 495 1222</box>
story1-headline-red: ಜ್ಞಾನ ದೇಗುಲವೇ ಶಿಥಿಲ!; <box>159 142 620 204</box>
story6-strip: ಒಂದನೇ ಪುಟದಿಂದ <box>95 1995 473 2017</box>
rangayana-item-title: ಭೂಮಿಗೀತ: <box>983 1923 1039 1939</box>
event-text: ಮಕ್ಕಳ ದಿನಾಚರಣೆ ಹಾಗೂ ಸಾಂಸ್ಕೃತಿಕ ಕಾರ್ಯಕ್ರಮ, ಸ್ಥಳ: ಶಿಶುವಿಹಾರ ಆವರಣ, ಬೆಳಿಗ್ಗೆ 10 ಗಂಟೆಗೆ. <box>495 2108 962 2144</box>
event-title: ಅಖಿಲ ಭಾರತೀಯ ಸಾಹಿತ್ಯ ಪರಿಷತ್ <box>513 2193 672 2209</box>
rangayana-item-text: ಕುಂದಾಪುರದ ಯಶಸ್ವಿ ಕಲಾವೃಂದದ ಮಕ್ಕಳ ಮೇಳ ತಂಡದಿಂದ ಯಕ್ಷಗಾನ ಪ್ರದರ್ಶನ, ಸಂಜೆ 7ಕ್ಕೆ. <box>1030 1900 1447 1916</box>
story5-headline2: ಗೋಪಾಲಕ್ ಸದನ ಉದ್ಘಾಟನೆ <box>114 1422 453 1463</box>
page-number-badge <box>87 81 180 132</box>
rangayana-item-text: ಮಹಾರಾಷ್ಟ್ರದ ರಂಗ ತಂಡದಿಂದ ಮರಾಠಿ ನಾಟಕ ಪ್ರದರ್ಶನ, ಸಂಜೆ 7ಕ್ಕೆ. <box>1048 1945 1356 1961</box>
vertical-divider <box>880 138 881 1374</box>
page-label: ಪುಟ <box>95 95 116 112</box>
rangayana-item-text: ಕೇರಳದ ಕೊಚ್ಚಿನ್ ಲೋಕಧರ್ಮಿ ತಂಡದಿಂದ ನಾಟಕ, ಸಂಜೆ 7.30ಕ್ಕೆ. <box>1137 2078 1439 2094</box>
rangayana-item <box>983 2076 1455 2096</box>
event-title: ರಂಗಾಯಣ <box>521 2150 572 2166</box>
events-box <box>483 1379 1463 2273</box>
event-item: ■ ಪ್ರೀತಿ ಕ್ರಿಯೇಟ್ ಸೆಂಟರ್: ಉಚಿತ ಕ್ಯಾನ್ಸರ್ ತಪಾಸಣಾ ಶಿಬಿರ, ಸ್ಥಳ: ಪ್ರೀತಿ ಕ್ರಿಯೇಟ್ ಸೆಂಟರ್, ಬೆಳಿಗ್ಗೆ 10 ರಿಂದ. <box>495 1897 962 1933</box>
event-title: ಮೈಸೂರು ಸಾಹಿತ್ಯ ಸಂಘ <box>515 2066 625 2082</box>
rangayana-item-title: ರಂಗಾಯಣ ಆವರಣ: <box>983 1990 1079 2006</box>
rangayana-item <box>983 1899 1455 1918</box>
story3-col-left2: ದೊಡ್ಡ ಅಡ್ಡಾಡ ಮಹಾ ಪ್ರತ್ಯೇಕ ಅಂತ ಗಣಗಳ ಸಮ್ಮುಖದಲ್ಲಿ ಕಾಲಬೈರವ ಪ್ರತಿಷ್ಠಾಪನೆ ಮಾಡಲಾಯಿತು. ಕರ್ನಾಟಕ ಲೋಕಾಯುಕ್ತರಾದ ಬಿ.ಎಸ್.ಪಾಟೀಲ್, ಶಾಸಕ ಪ್ರದೀಪ್ ಈಶ್ವರ್, ಯುವಜನ ಸೇವೆ ಮತ್ತು ಕ್ರೀಡಾ ಸಚಿವಾಲ <box>298 1250 495 1367</box>
issue-date: ಗುರುವಾರ 16 ಜನವರಿ 2025 <box>1199 90 1468 119</box>
story2-headline1: ಮಕರ ಸಂಕ್ರಾಂತಿಯಂದು <box>998 164 1350 218</box>
story1-bottom-rule <box>87 742 877 743</box>
event-text: ಜೈವಿಕ ತಂತ್ರಜ್ಞಾನ ವಿಭಾಗದಿಂದ ಕಾರ್ಯಾಗಾರ, ಸ್ಥಳ: ವಿಜ್ಞಾನ ಭವನ, ಮಾನಸಗಂಗೋತ್ರಿ, ಬೆಳಿಗ್ಗೆ 10.30ಕ್ಕೆ. <box>495 1982 962 2017</box>
story1-col3: ಕೊಂಡು ಓದಬೇಕಾದ ಕೋಣೆಯಲ್ಲಿ ಸ್ವಚ್ಛತೆಯನ್ನು ಕಾಯ್ದುಕೊಂಡಿಲ್ಲ. ಪ್ರತಿನಿತ್ಯ ನೂರಾರು ಮಂದಿ ಭೇಟಿ ನೀಡುವ ಗ್ರಂಥಾಲಯ ನಿರ್ವಹಣೆ ಇಲ್ಲದೆ ದಿನೇ ದಿನೇ ಹಾಳು ಬಿದ್ದಂತಾಗು ತ್ತಿದೆ ಎಂದು ಸ್ಥಳೀಯ ನಿವಾಸಿಗಳು ಆರೋಪ ವ್ಯಕ್ತಪಡಿಸಿದ್ದಾರೆ. ಇತ್ತೀಚೆಗೆ ಉದ್ಯಾನವನದಲ್ಲಿ ಮಿಂಚು ಹಾವುಗಳು ಕಾಣಿಸಿಕೊಂಡಿದ್ದು, ವಾಯು <box>481 558 679 716</box>
story3-headline <box>87 748 684 864</box>
story3-col-right1: ಲಯದ ಕಾರ್ಯದರ್ಶಿ ರಂಜಿತ್.ಡಿ ಉಪಸ್ಥಿತರಿದ್ದರು. ಸ್ಥಳೀಯ ಪಂಚಾಯತಿಗಳ ಹಲವಾರು ಸದಸ್ಯರು, ಆಡಳಿತ ಮಂಡಳಿಗಳ ಪ್ರತಿನಿಧಿಗಳು ಮತ್ತು ಸಮುದಾಯಗಳ ಸಂಸ್ಥೆಯ ಹಿಟ್ಟನ್ನು ಆಶೀರ್ವದಿಸಲು ಸಾರ್ವಜನಿಕರೊಂದಿಗೆ ಸೇರಿಕೊಂಡರು. ಭಕ್ತರಿಗೆ ಆದಿಯೋಗಿ ದಿವ್ಯ ದರ್ಶನ ಮತ್ತು ದೇಶೀಯ ಜಾನು ವಾರುಗಳ ಪ್ರದರ್ಶನವನ್ನು ಏರ್ಪಡಿಸಲಾಗಿತ್ತು. ಕಳೆದ ನಾಲ್ಕು ದಿನಗಳಿಂದ ಸದ್ಗುರು ಸನ್ನಿಧಿಯಲ್ಲಿ ನಡೆಯುತ್ತಿದ್ದ ಜಾತ್ರೆ ನಿನ್ನೆಯಿಂದ ದೊಡ್ಡ ಸಂಖ್ಯೆಯ ಜನರನ್ನು ಆಕರ್ಷಿಸಿತು. <box>505 868 687 1108</box>
story1-headline <box>87 138 873 284</box>
story5-kicker: ಗೋಪಾಲಕರಿಗಾಗಿ 22 ಮನೆಗಳ ನಿರ್ಮಾಣ <box>153 1469 414 1491</box>
story2-photo-kumbh <box>890 287 1457 563</box>
radio-item <box>983 1583 1455 1622</box>
rangayana-item <box>983 1921 1455 1941</box>
rangayana-item-text: ಯುವರಂಗ ತಂಡದಿಂದ ಸಾಕ್ಷಿಚಿತ್ರ ಪ್ರದರ್ಶನ, ಸಂಜೆ 5.30ಕ್ಕೆ. <box>1097 2055 1364 2071</box>
event-text: ಜಿಲ್ಲಾ ಸಮಿತಿ: ಮಕರ ಸಂಕ್ರಾಂತಿ ಆಚರಣೆ, ಮುಖ್ಯ ಅತಿಥಿ. <box>680 2193 929 2209</box>
rangayana-item-title: ಬಹುರೂಪಿ ಚಲನಚಿತ್ರೋತ್ಸವ: <box>983 2013 1120 2029</box>
section-title: ಮೈಸೂರು ನಗರ <box>211 89 352 121</box>
story2-headline2: 3.5 ಕೋಟಿ ಜನ ಪುಣ್ಯಸ್ನಾನ <box>956 220 1392 273</box>
rangayana-item-text: ಜಾನಪದ ಕಲಾ ತಂಡಗಳ ಪ್ರದರ್ಶನ, ಸಂಜೆ 5 ರಿಂದ. <box>1082 1990 1311 2006</box>
story5-caption: ಸಮಾಜ ಸೇವಕ ಮಹೇಂದ್ರ ಸಿಂಗ್ ಕಾಳಪ್ಪ ಅವರು ತಮ್ಮ ಸಹಾಯದಿಂದ ನಿರ್ಮಿಸಲಾದ ಮನೆಯನ್ನು ಪಿಂಜರಾಪೋಲ್ ಸೊಸೈಟಿಗೆ ಹಸ್ತಾಂತರಿಸಿದರು. <box>116 1656 451 1684</box>
radio-item-title: ಸಂಜೆ: <box>983 1585 1012 1601</box>
event-text: ಪುಸ್ತಕ ಬಿಡುಗಡೆ ಸಮಾರಂಭ, ಸ್ಥಳ: ನಮನ ಕಲಾಮಂಟಪ, ಕುವೆಂಪುನಗರ, ಸಂಜೆ 5.30ಕ್ಕೆ. <box>495 2066 962 2102</box>
